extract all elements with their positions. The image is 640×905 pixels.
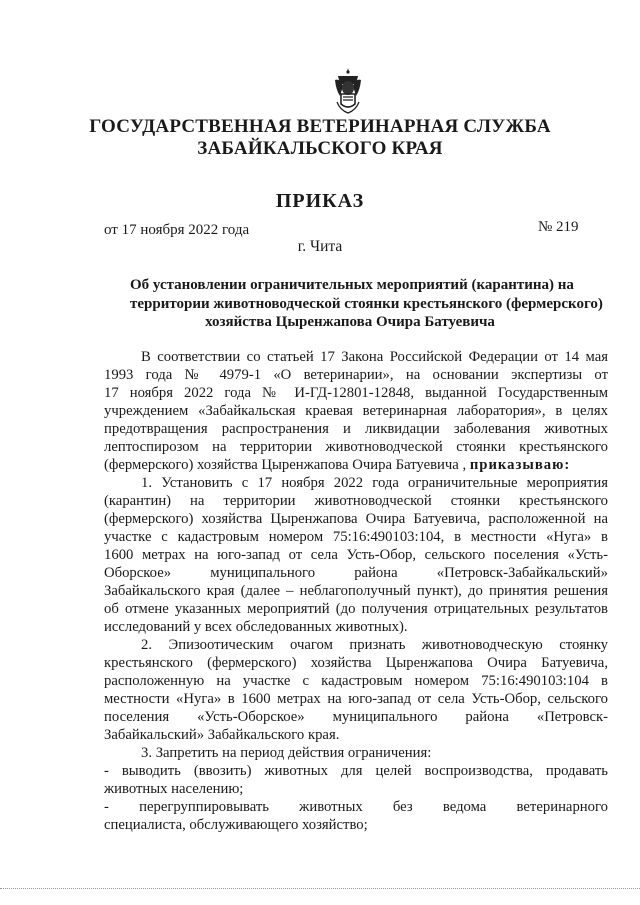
body-line: 1600 метрах на юго-запад от села Усть-Обор, сельского поселения «Усть- [104, 547, 608, 563]
body-line: Забайкальского края (далее – неблагополучный пункт), до принятия решения [104, 583, 608, 599]
body-line: 1993 года № 4979-1 «О ветеринарии», на основании экспертизы от [104, 367, 608, 383]
body-line: В соответствии со статьей 17 Закона Российской Федерации от 14 мая [141, 349, 608, 365]
organization-name-line1: ГОСУДАРСТВЕННАЯ ВЕТЕРИНАРНАЯ СЛУЖБА [89, 116, 551, 137]
body-line: - выводить (ввозить) животных для целей воспроизводства, продавать [104, 763, 608, 779]
body-line: участке с кадастровым номером 75:16:490103:104, в местности «Нуга» в [104, 529, 608, 545]
body-line: местности «Нуга» в 1600 метрах на юго-запад от села Усть-Обор, сельского [104, 691, 608, 707]
scan-edge-divider [0, 888, 640, 889]
body-line: Забайкальский» Забайкальского края. [104, 727, 340, 743]
order-keyword: приказываю: [469, 457, 571, 473]
organization-name-line2: ЗАБАЙКАЛЬСКОГО КРАЯ [197, 138, 443, 159]
order-number: № 219 [538, 219, 579, 235]
body-line-text: (фермерского) хозяйства Цыренжапова Очира Батуевича , [104, 457, 467, 473]
body-line: животных населению; [104, 781, 244, 797]
body-line: 17 ноября 2022 года № И-ГД-12801-12848, выданной Государственным [104, 385, 608, 401]
body-line: 2. Эпизоотическим очагом признать животноводческую стоянку [141, 637, 608, 653]
body-line: - перегруппировывать животных без ведома ветеринарного [104, 799, 608, 815]
body-line: (фермерского) хозяйства Цыренжапова Очира Батуевича, расположенной на [104, 511, 608, 527]
order-subject [130, 276, 603, 332]
body-line: предотвращения распространения и ликвидации заболевания животных [104, 421, 608, 437]
body-line: об отмене указанных мероприятий (до получения отрицательных результатов [104, 601, 608, 617]
body-line: 1. Установить с 17 ноября 2022 года ограничительные мероприятия [141, 475, 608, 491]
body-line: исследований у всех обследованных животных). [104, 619, 408, 635]
coat-of-arms-emblem [332, 66, 364, 116]
body-line: Оборское» муниципального района «Петровск-Забайкальский» [104, 565, 608, 581]
order-city: г. Чита [297, 238, 343, 255]
subject-line: Об установлении ограничительных мероприятий (карантина) на [130, 277, 574, 293]
body-line: крестьянского (фермерского) хозяйства Цыренжапова Очира Батуевича, [104, 655, 608, 671]
body-line: 3. Запретить на период действия ограничения: [141, 745, 432, 761]
body-line-with-order [104, 456, 608, 474]
body-line: лептоспирозом на территории животноводческой стоянки крестьянского [104, 439, 608, 455]
subject-line: территории животноводческой стоянки крестьянского (фермерского) [130, 295, 603, 312]
body-line: учреждением «Забайкальская краевая ветеринарная лаборатория», в целях [104, 403, 608, 419]
subject-line: хозяйства Цыренжапова Очира Батуевича [205, 314, 495, 330]
body-line: поселения «Усть-Оборское» муниципального района «Петровск- [104, 709, 608, 725]
order-date: от 17 ноября 2022 года [104, 222, 250, 238]
body-line: расположенную на участке с кадастровым номером 75:16:490103:104 в [104, 673, 608, 689]
document-type-title: ПРИКАЗ [275, 190, 365, 212]
body-line: (карантин) на территории животноводческой стоянки крестьянского [104, 493, 608, 509]
body-line: специалиста, обслуживающего хозяйство; [104, 817, 368, 833]
